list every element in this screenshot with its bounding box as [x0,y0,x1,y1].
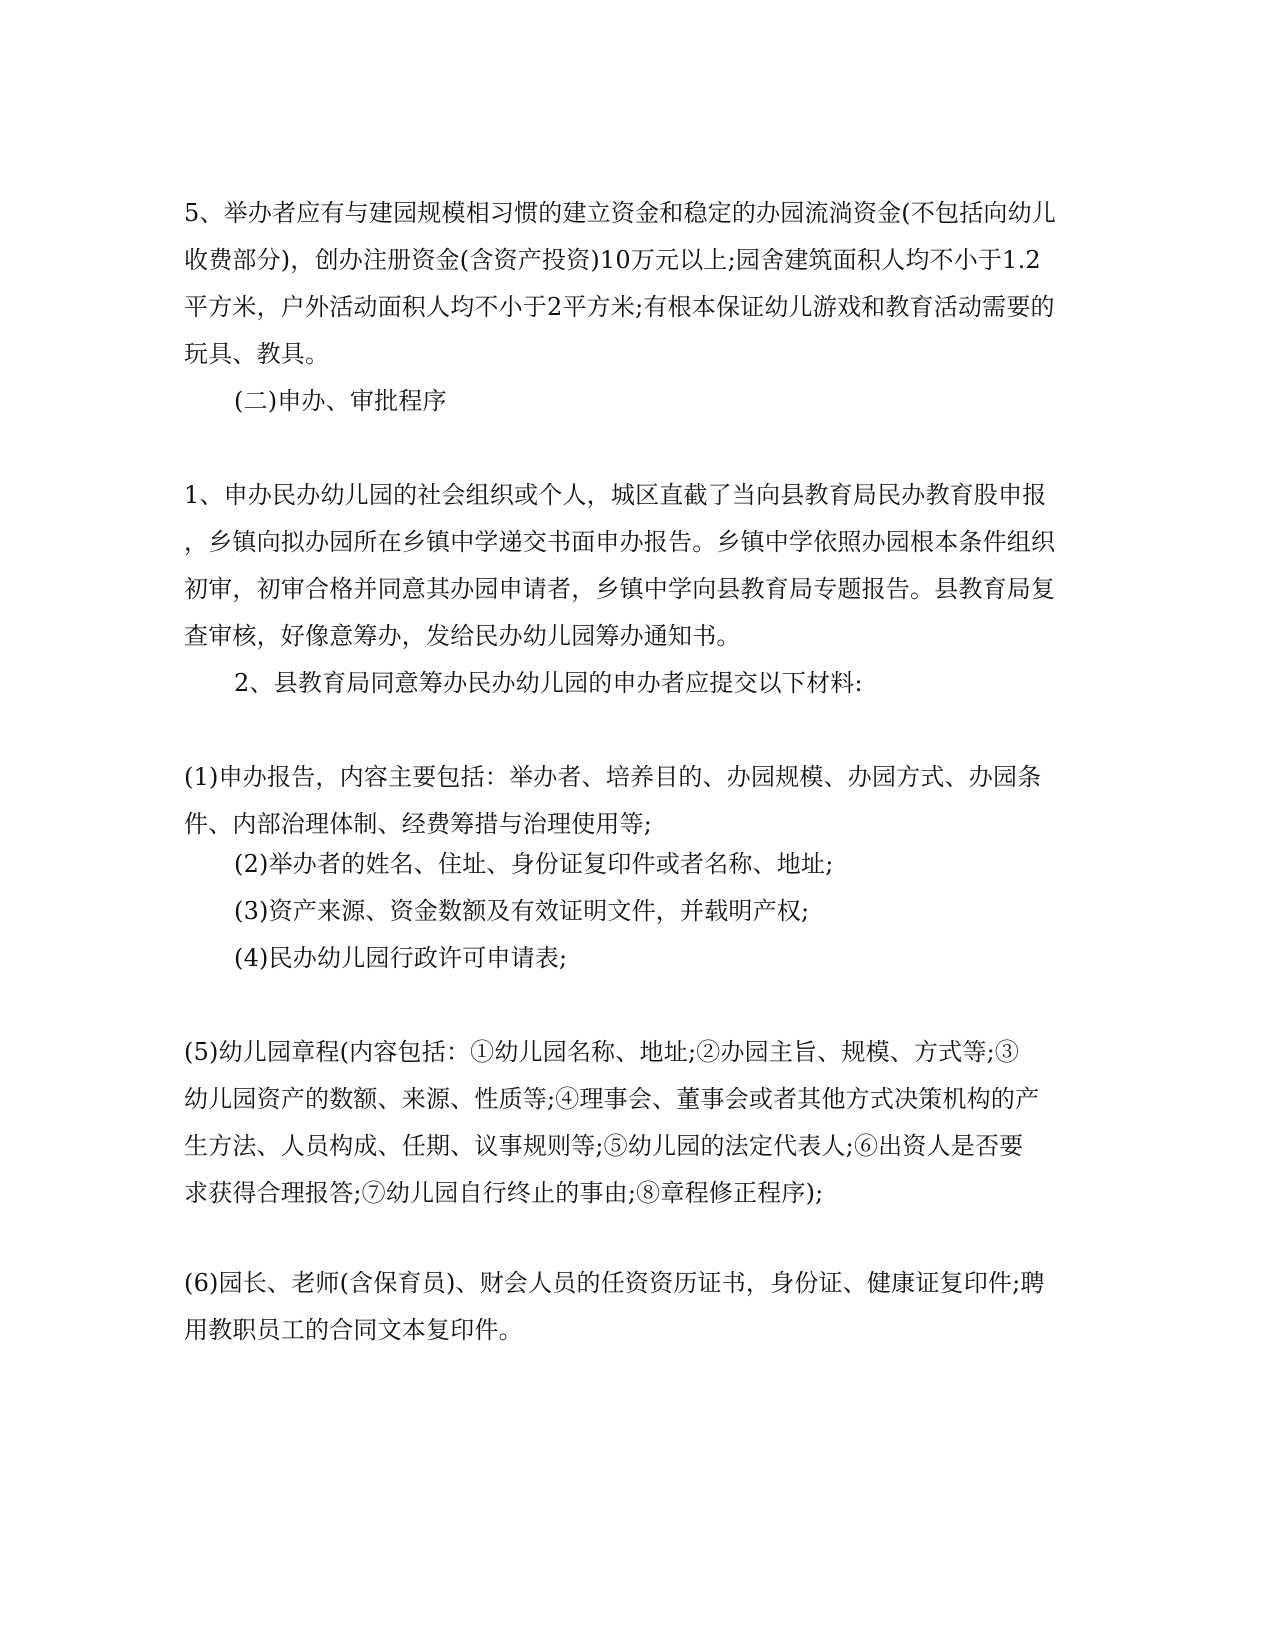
paragraph-step-2 [234,660,1084,707]
list-item-2 [234,841,1084,888]
text-line: 求获得合理报答;⑦幼儿园自行终止的事由;⑧章程修正程序); [184,1179,824,1207]
text-line: (1)申办报告，内容主要包括：举办者、培养目的、办园规模、办园方式、办园条 [184,763,1042,791]
list-item-6 [184,1260,1084,1354]
paragraph-funding-requirements [184,190,1084,378]
text-line: 2、县教育局同意筹办民办幼儿园的申办者应提交以下材料: [234,669,863,697]
text-line: 初审，初审合格并同意其办园申请者，乡镇中学向县教育局专题报告。县教育局复 [184,575,1056,603]
text-line: 玩具、教具。 [184,340,330,368]
text-line: (3)资产来源、资金数额及有效证明文件，并载明产权; [234,897,810,925]
text-line: (二)申办、审批程序 [234,387,447,415]
list-item-5 [184,1029,1084,1217]
text-line: 平方米，户外活动面积人均不小于2平方米;有根本保证幼儿游戏和教育活动需要的 [184,293,1055,321]
text-line: 1、申办民办幼儿园的社会组织或个人，城区直截了当向县教育局民办教育股申报 [184,481,1047,509]
text-line: (2)举办者的姓名、住址、身份证复印件或者名称、地址; [234,850,834,878]
text-line: 件、内部治理体制、经费筹措与治理使用等; [184,810,653,838]
paragraph-step-1 [184,472,1084,660]
text-line: 收费部分)，创办注册资金(含资产投资)10万元以上;园舍建筑面积人均不小于1.2 [184,246,1041,274]
list-item-3 [234,888,1084,935]
text-line: (4)民办幼儿园行政许可申请表; [234,944,568,972]
text-line: 幼儿园资产的数额、来源、性质等;④理事会、董事会或者其他方式决策机构的产 [184,1085,1040,1113]
text-line: (6)园长、老师(含保育员)、财会人员的任资资历证书，身份证、健康证复印件;聘 [184,1269,1045,1297]
section-heading-application-procedure [234,378,1084,425]
list-item-1 [184,754,1084,848]
list-item-4 [234,935,1084,982]
text-line: 用教职员工的合同文本复印件。 [184,1316,523,1344]
text-line: (5)幼儿园章程(内容包括：①幼儿园名称、地址;②办园主旨、规模、方式等;③ [184,1038,1020,1066]
text-line: ，乡镇向拟办园所在乡镇中学递交书面申办报告。乡镇中学依照办园根本条件组织 [184,528,1056,556]
text-line: 生方法、人员构成、任期、议事规则等;⑤幼儿园的法定代表人;⑥出资人是否要 [184,1132,1024,1160]
text-line: 查审核，好像意筹办，发给民办幼儿园筹办通知书。 [184,622,741,650]
text-line: 5、举办者应有与建园规模相习惯的建立资金和稳定的办园流淌资金(不包括向幼儿 [184,199,1057,227]
